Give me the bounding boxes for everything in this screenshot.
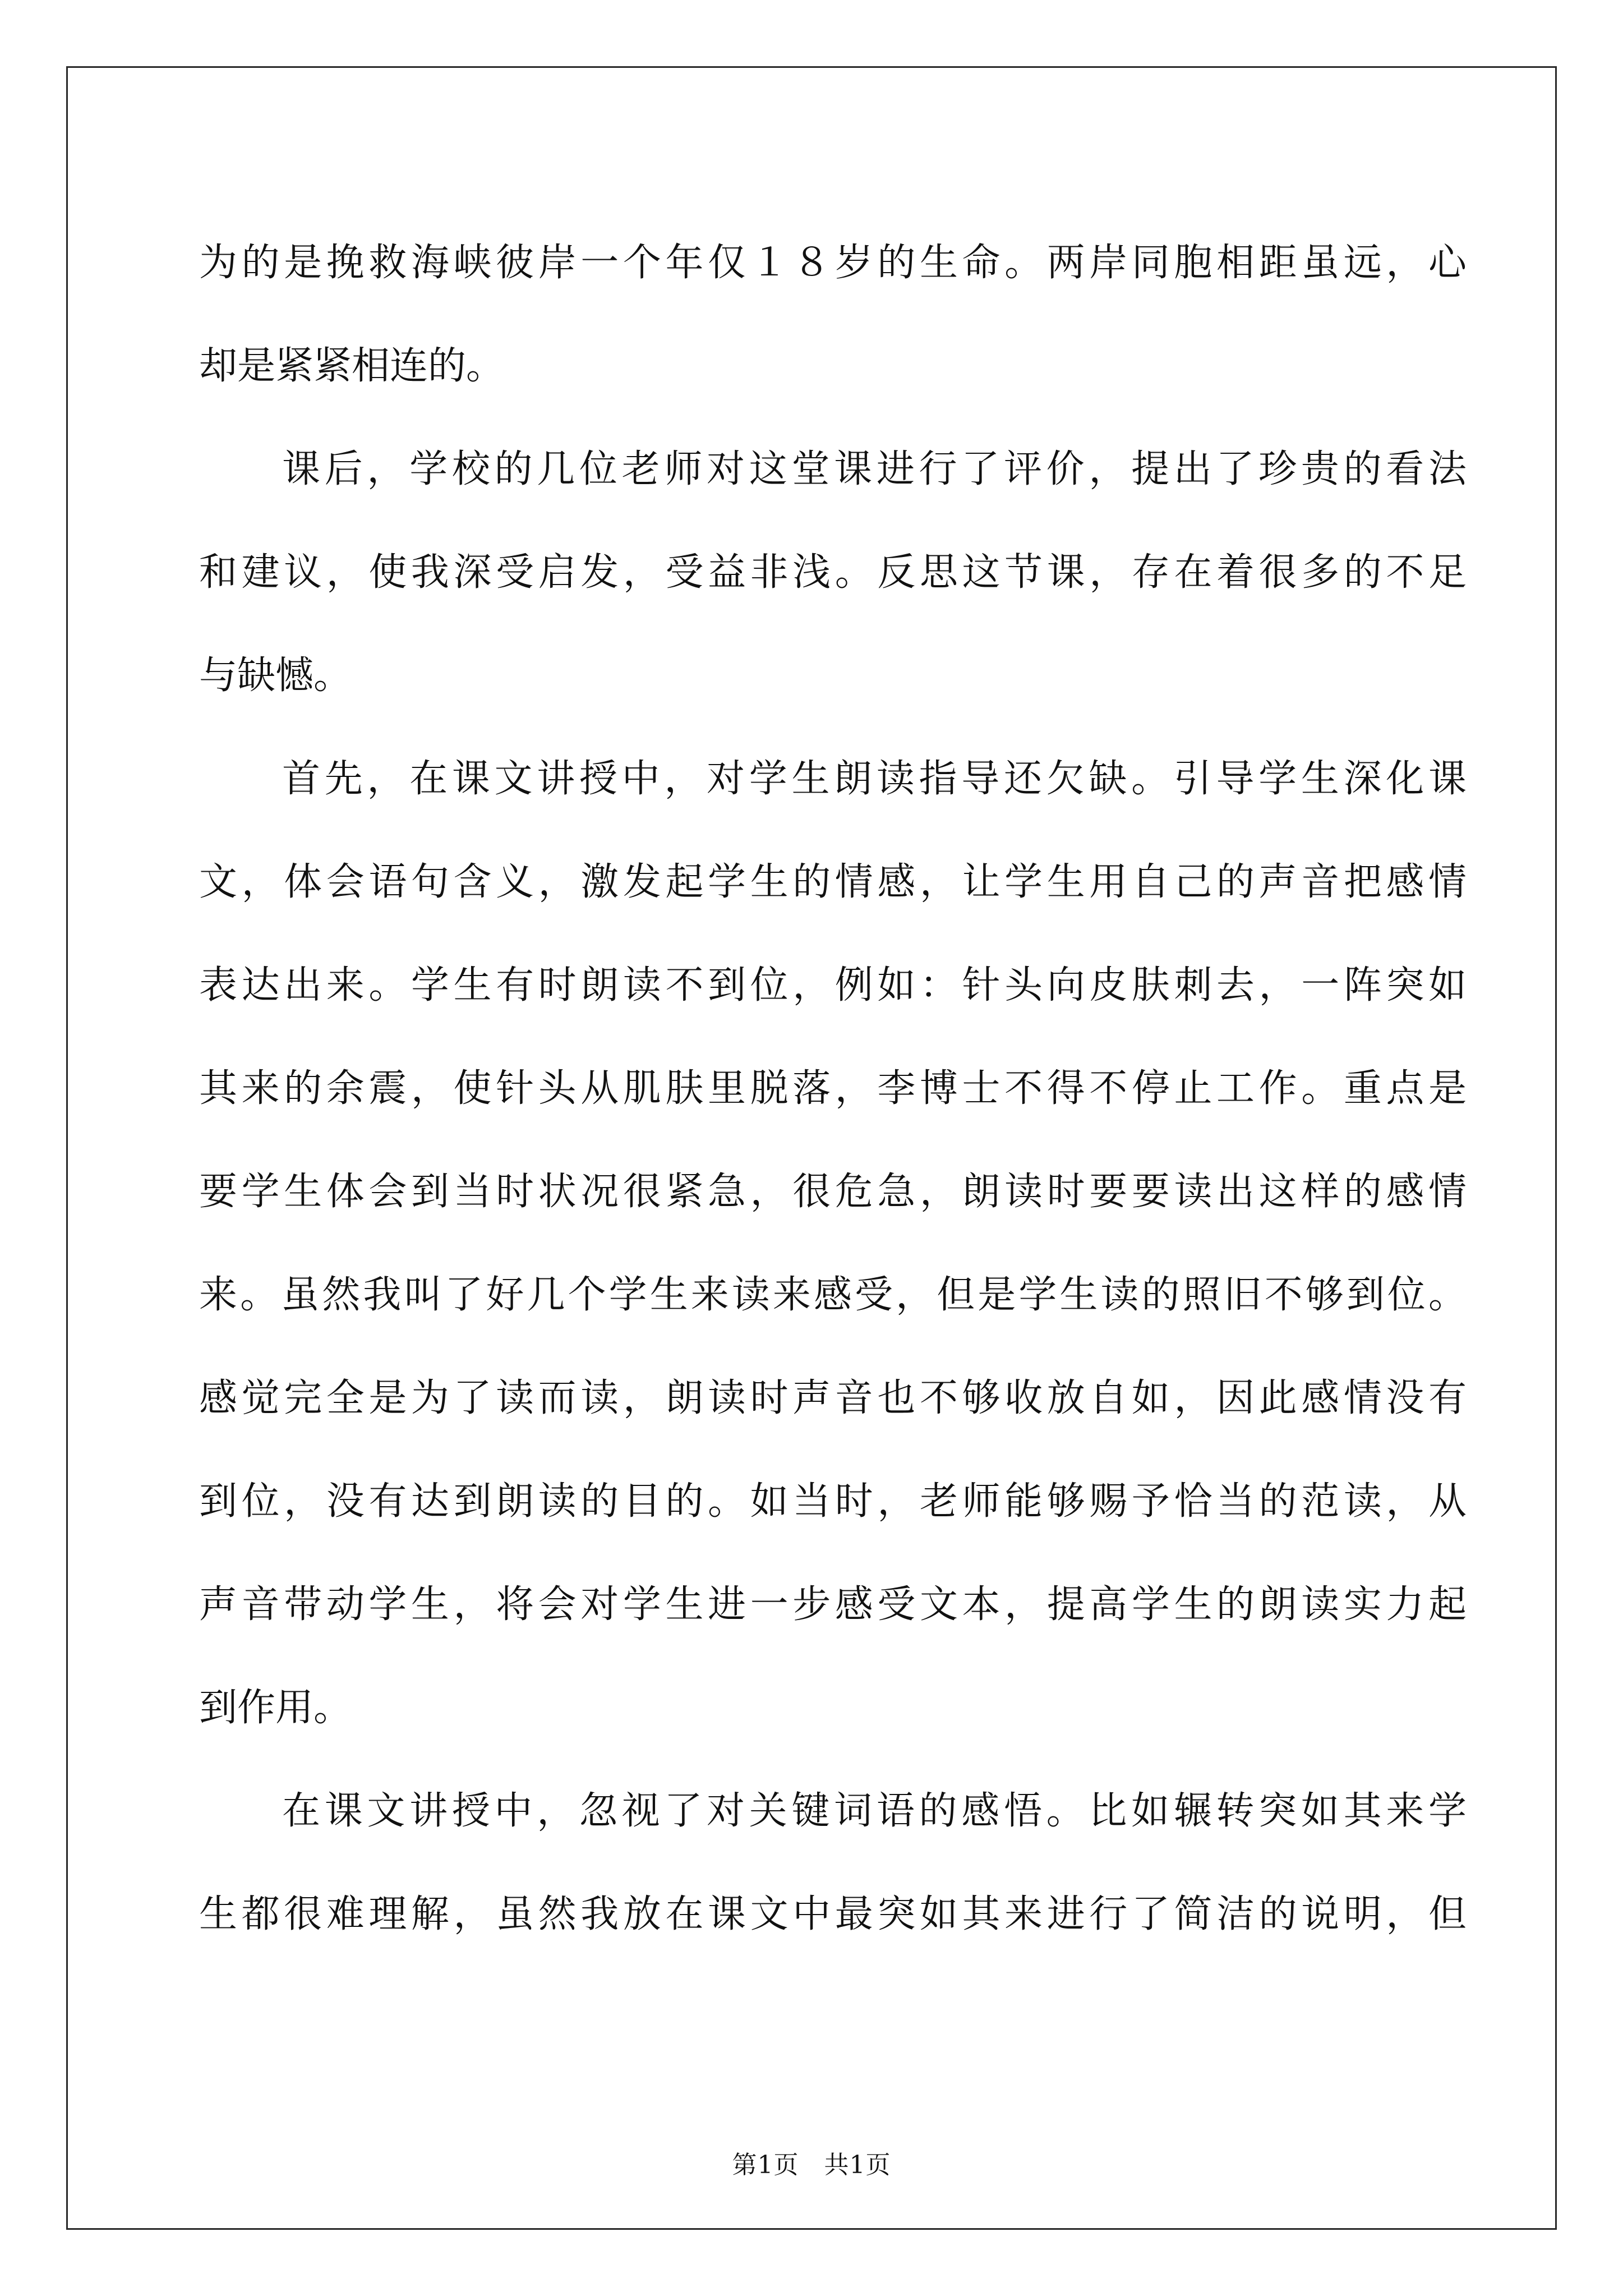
text-line: 来。虽然我叫了好几个学生来读来感受，但是学生读的照旧不够到位。 (199, 1273, 1467, 1317)
text-line: 在课文讲授中，忽视了对关键词语的感悟。比如辗转突如其来学 (282, 1789, 1467, 1833)
text-line: 与缺憾。 (199, 654, 352, 698)
text-line: 却是紧紧相连的。 (199, 344, 505, 388)
text-line: 到位，没有达到朗读的目的。如当时，老师能够赐予恰当的范读，从 (199, 1479, 1467, 1524)
text-line: 课后，学校的几位老师对这堂课进行了评价，提出了珍贵的看法 (282, 447, 1467, 491)
document-body (199, 211, 1467, 1966)
text-line: 文，体会语句含义，激发起学生的情感，让学生用自己的声音把感情 (199, 860, 1467, 904)
text-line: 感觉完全是为了读而读，朗读时声音也不够收放自如，因此感情没有 (199, 1376, 1467, 1420)
text-line: 声音带动学生，将会对学生进一步感受文本，提高学生的朗读实力起 (199, 1582, 1467, 1627)
text-line: 为的是挽救海峡彼岸一个年仅１８岁的生命。两岸同胞相距虽远，心 (199, 241, 1467, 285)
text-line: 首先，在课文讲授中，对学生朗读指导还欠缺。引导学生深化课 (282, 757, 1467, 801)
page-footer: 第1页 共1页 (732, 2151, 891, 2179)
text-line: 表达出来。学生有时朗读不到位，例如：针头向皮肤刺去，一阵突如 (199, 963, 1467, 1007)
text-line: 到作用。 (199, 1686, 352, 1730)
text-line: 要学生体会到当时状况很紧急，很危急，朗读时要要读出这样的感情 (199, 1170, 1467, 1214)
text-line: 和建议，使我深受启发，受益非浅。反思这节课，存在着很多的不足 (199, 550, 1467, 595)
text-line: 其来的余震，使针头从肌肤里脱落，李博士不得不停止工作。重点是 (199, 1066, 1467, 1111)
text-line: 生都很难理解，虽然我放在课文中最突如其来进行了简洁的说明，但 (199, 1892, 1467, 1936)
